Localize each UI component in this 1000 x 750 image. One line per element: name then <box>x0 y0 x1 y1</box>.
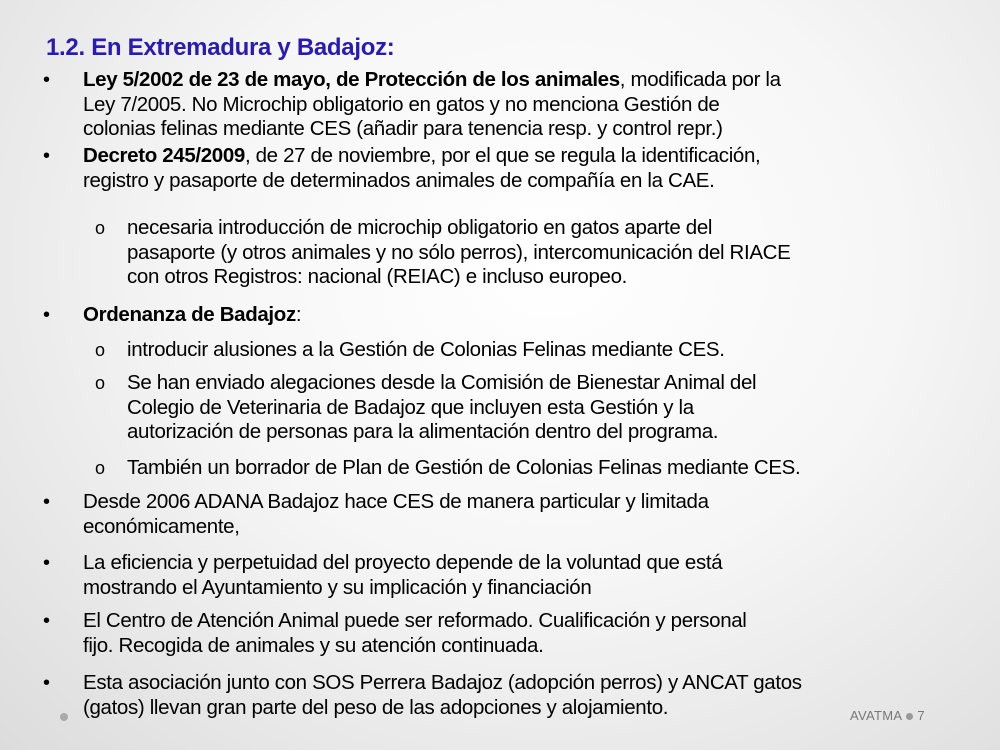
footer-org: AVATMA <box>850 708 903 723</box>
line: Se han enviado alegaciones desde la Comisión de Bienestar Animal del <box>127 371 757 394</box>
line: Desde 2006 ADANA Badajoz hace CES de manera particular y limitada <box>83 490 709 513</box>
line: mostrando el Ayuntamiento y su implicación y financiación <box>83 575 592 599</box>
line: Ley 7/2005. No Microchip obligatorio en gatos y no menciona Gestión de <box>83 92 720 116</box>
sub-bullet-icon: o <box>95 218 105 238</box>
line: fijo. Recogida de animales y su atención continuada. <box>83 633 544 657</box>
page-number: 7 <box>917 708 925 723</box>
bullet-centro <box>43 609 747 658</box>
sub-bullet-icon: o <box>95 340 105 360</box>
line: , modificada por la <box>619 68 781 91</box>
line: Esta asociación junto con SOS Perrera Badajoz (adopción perros) y ANCAT gatos <box>83 671 802 694</box>
bullet-ordenanza <box>43 303 302 328</box>
slide-footer <box>850 708 925 723</box>
bullet-icon: • <box>43 145 50 167</box>
line: con otros Registros: nacional (REIAC) e incluso europeo. <box>127 265 627 288</box>
bullet-icon: • <box>43 610 50 632</box>
line: introducir alusiones a la Gestión de Colonias Felinas mediante CES. <box>127 338 725 361</box>
line: : <box>295 303 302 326</box>
sub-bullet-microchip <box>95 216 791 290</box>
sub-bullet-alegaciones <box>95 371 757 445</box>
bullet-ley-5-2002 <box>43 68 781 142</box>
line: pasaporte (y otros animales y no sólo perros), intercomunicación del RIACE <box>127 240 791 264</box>
sub-bullet-borrador <box>95 456 801 481</box>
separator-dot-icon <box>906 713 913 720</box>
line: registro y pasaporte de determinados animales de compañía en la CAE. <box>83 168 715 192</box>
line: , de 27 de noviembre, por el que se regula la identificación, <box>244 144 761 167</box>
bullet-icon: • <box>43 69 50 91</box>
slide-title: 1.2. En Extremadura y Badajoz: <box>46 34 395 61</box>
line: necesaria introducción de microchip obligatorio en gatos aparte del <box>127 216 713 239</box>
line: autorización de personas para la alimentación dentro del programa. <box>127 420 719 443</box>
decorative-dot-icon <box>60 713 68 721</box>
bold-text: Decreto 245/2009 <box>83 144 245 167</box>
sub-bullet-alusiones <box>95 338 725 363</box>
bold-text: Ordenanza de Badajoz <box>83 303 296 326</box>
line: La eficiencia y perpetuidad del proyecto depende de la voluntad que está <box>83 551 723 574</box>
bullet-decreto <box>43 144 761 193</box>
sub-bullet-icon: o <box>95 458 105 478</box>
bullet-eficiencia <box>43 551 723 600</box>
sub-bullet-icon: o <box>95 373 105 393</box>
bullet-icon: • <box>43 304 50 326</box>
bullet-adana <box>43 490 709 539</box>
line: colonias felinas mediante CES (añadir para tenencia resp. y control repr.) <box>83 117 723 140</box>
bullet-asociacion <box>43 671 802 720</box>
bullet-icon: • <box>43 552 50 574</box>
bold-text: Ley 5/2002 de 23 de mayo, de Protección de los animales <box>83 68 620 91</box>
line: (gatos) llevan gran parte del peso de las adopciones y alojamiento. <box>83 695 669 719</box>
line: También un borrador de Plan de Gestión de Colonias Felinas mediante CES. <box>127 456 801 479</box>
bullet-icon: • <box>43 672 50 694</box>
line: económicamente, <box>83 514 240 538</box>
line: El Centro de Atención Animal puede ser reformado. Cualificación y personal <box>83 609 747 632</box>
bullet-icon: • <box>43 491 50 513</box>
line: Colegio de Veterinaria de Badajoz que incluyen esta Gestión y la <box>127 395 694 419</box>
